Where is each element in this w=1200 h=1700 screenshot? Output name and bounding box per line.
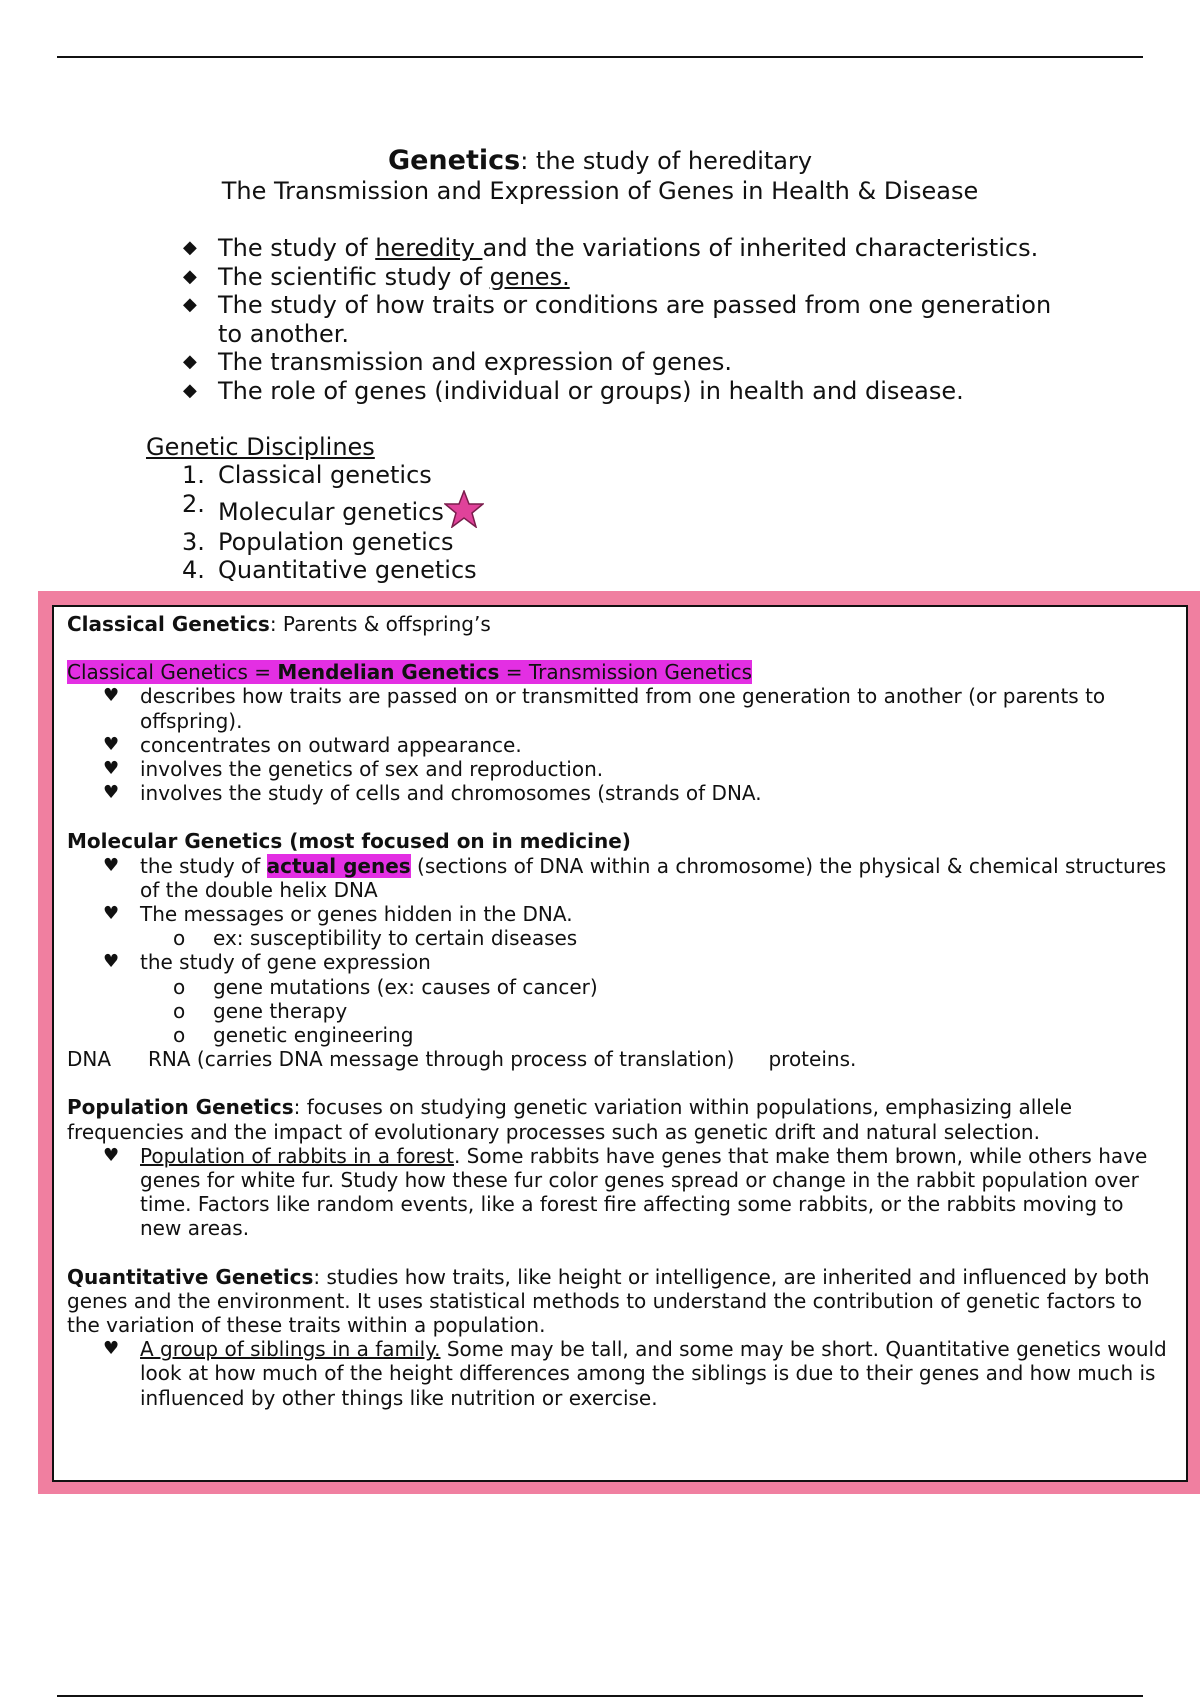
star-icon: [444, 490, 484, 528]
heart-bullet-icon: ♥: [103, 951, 120, 973]
list-item: ♥ The messages or genes hidden in the DNA. o ex: susceptibility to certain diseases: [67, 902, 1167, 950]
box-content: [67, 612, 1167, 1410]
list-item: ♥ concentrates on outward appearance.: [103, 732, 522, 757]
sub-list-item: o gene mutations (ex: causes of cancer): [173, 974, 598, 999]
heart-bullet-icon: ♥: [103, 758, 120, 780]
population-paragraph: Population Genetics: focuses on studying genetic variation within populations, emphasizing allele frequencies and the impact of evolutionary processes such as genetic drift and natural selection.: [67, 1095, 1073, 1144]
discipline-item: 4. Quantitative genetics: [182, 556, 477, 584]
diamond-bullet-icon: ◆: [183, 294, 197, 315]
sub-list: [140, 926, 1167, 950]
diamond-bullet-icon: ◆: [183, 351, 197, 372]
heart-bullet-icon: ♥: [103, 782, 120, 804]
list-item: ♥ A group of siblings in a family. Some may be tall, and some may be short. Quantitative genetics would look at how much of the height differences among the siblings is due to their genes and how much is influenced by other things like nutrition or exercise.: [103, 1337, 1167, 1410]
sub-list-item: o gene therapy: [173, 998, 348, 1023]
diamond-bullet-icon: ◆: [183, 265, 197, 287]
discipline-item: 1. Classical genetics: [182, 461, 432, 489]
definition-list: [180, 234, 1080, 405]
heart-bullet-icon: ♥: [103, 685, 120, 707]
page-subtitle: The Transmission and Expression of Genes in Health & Disease: [221, 177, 979, 205]
heart-bullet-icon: ♥: [103, 854, 120, 876]
classical-equivalence: Classical Genetics = Mendelian Genetics = Transmission Genetics: [67, 660, 753, 685]
disciplines-list: [180, 461, 484, 585]
sub-list: [140, 975, 1167, 1048]
list-item: ♥ describes how traits are passed on or transmitted from one generation to another (or parents to offspring).: [103, 684, 1106, 733]
molecular-heading: Molecular Genetics (most focused on in medicine): [67, 829, 631, 854]
heart-bullet-icon: ♥: [103, 1144, 120, 1166]
diamond-bullet-icon: ◆: [183, 237, 197, 258]
heart-bullet-icon: ♥: [103, 1338, 120, 1360]
dna-flow-line: DNA RNA (carries DNA message through process of translation) proteins.: [67, 1047, 857, 1072]
definition-item: ◆ The transmission and expression of genes.: [183, 348, 732, 376]
heart-bullet-icon: ♥: [103, 903, 120, 925]
page-title: Genetics: the study of hereditary: [387, 145, 813, 176]
discipline-item: 2. Molecular genetics: [180, 490, 484, 528]
classical-heading: Classical Genetics: Parents & offspring’s: [67, 612, 491, 636]
bottom-rule: [57, 1695, 1143, 1697]
disciplines-heading: Genetic Disciplines: [146, 433, 375, 461]
list-item: ♥ involves the genetics of sex and reproduction.: [103, 757, 604, 782]
list-item: ♥ the study of actual genes (sections of DNA within a chromosome) the physical & chemical structures of the double helix DNA: [103, 853, 1167, 902]
definition-item: ◆ The study of heredity and the variations of inherited characteristics.: [183, 234, 1039, 262]
heart-bullet-icon: ♥: [103, 733, 120, 755]
sub-list-item: o genetic engineering: [173, 1023, 414, 1048]
diamond-bullet-icon: ◆: [183, 379, 197, 401]
title-block: [0, 146, 1200, 206]
definition-item: ◆ The study of how traits or conditions are passed from one generation to another.: [183, 291, 1052, 348]
top-rule: [57, 56, 1143, 58]
list-item: ♥ involves the study of cells and chromosomes (strands of DNA.: [103, 781, 762, 806]
quantitative-paragraph: Quantitative Genetics: studies how traits, like height or intelligence, are inherited and influenced by both genes and the environment. It uses statistical methods to understand the contribution of genetic factors to the variation of these traits within a population.: [67, 1264, 1150, 1338]
discipline-item: 3. Population genetics: [182, 527, 454, 556]
definition-item: ◆ The scientific study of genes.: [183, 262, 570, 291]
population-bullets: [67, 1144, 1167, 1241]
molecular-bullets: [67, 854, 1167, 1048]
sub-list-item: o ex: susceptibility to certain diseases: [173, 926, 578, 951]
classical-bullets: [67, 684, 1167, 805]
quantitative-bullets: [67, 1337, 1167, 1410]
list-item: ♥ Population of rabbits in a forest. Some rabbits have genes that make them brown, while others have genes for white fur. Study how these fur color genes spread or change in the rabbit population over time. Factors like random events, like a forest fire affecting some rabbits, or the rabbits moving to new areas.: [103, 1143, 1148, 1241]
definition-item: ◆ The role of genes (individual or groups) in health and disease.: [183, 376, 964, 405]
list-item: ♥ the study of gene expression o gene mutations (ex: causes of cancer) o gene therapy o genetic engineering: [67, 950, 1167, 1047]
